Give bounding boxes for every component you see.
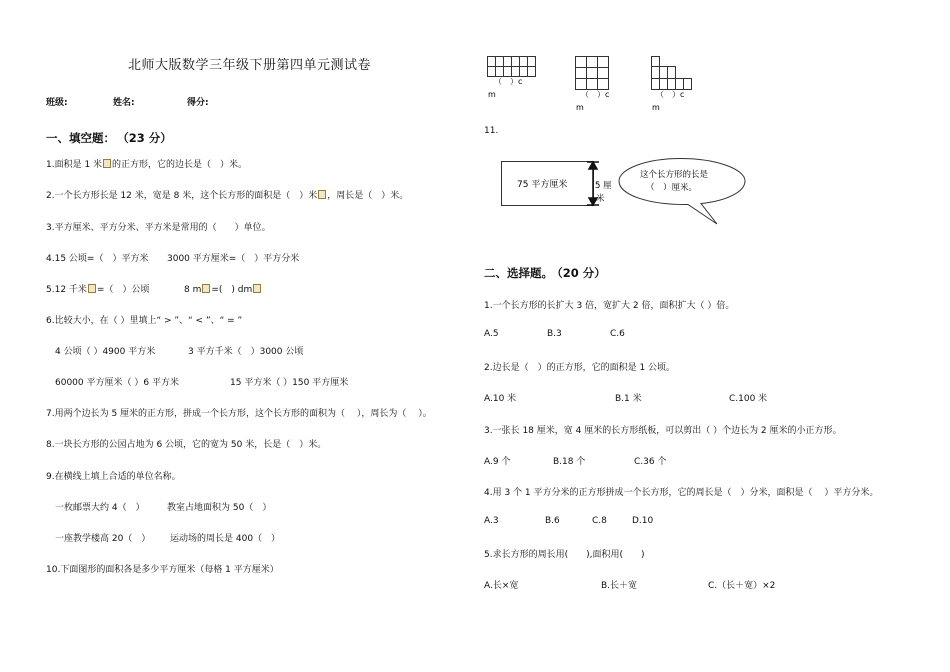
q2-4-option-a: A.3 [484,516,499,526]
question-1-4b: 3000 平方厘米=（ ）平方分米 [167,254,300,264]
question-1-4a: 4.15 公顷=（ ）平方米 [46,254,149,264]
grid-figure-1 [488,57,536,77]
section1-heading [46,130,172,146]
section1-heading-text: 一、填空题： [46,131,115,145]
q2-3-option-b: B.18 个 [553,457,586,467]
question-1-10: 10.下面图形的面积各是多少平方厘米（每格 1 平方厘米） [46,565,279,575]
fig3-blank: （ ）c [656,90,685,99]
question-1-9-row2b: 运动场的周长是 400（ ） [170,534,281,544]
question-1-6: 6.比较大小，在（ ）里填上“ > ”、“ < ”、“ = ” [46,316,243,326]
squared-unit-icon [103,159,111,168]
question-1-8: 8.一块长方形的公园占地为 6 公顷，它的宽为 50 米，长是（ ）米。 [46,440,327,450]
q11-side-label-1: 5 厘 [595,181,612,191]
question-1-7: 7.用两个边长为 5 厘米的正方形，拼成一个长方形，这个长方形的面积为（ ），周长为（ ）。 [46,409,432,419]
section2-heading-text: 二、选择题。 [484,266,553,280]
q5-text-a: 5.12 千米 [46,285,87,295]
page-title: 北师大版数学三年级下册第四单元测试卷 [128,58,372,73]
question-1-6-row1a: 4 公顷（ ）4900 平方米 [55,347,156,357]
question-1-2 [46,188,408,201]
q2-3-option-c: C.36 个 [634,457,667,467]
q2-text-b: ，周长是（ ）米。 [327,191,409,201]
q2-1-option-a: A.5 [484,329,499,339]
grid-figure-2 [576,57,609,90]
q11-bubble-line2: （ ）厘米。 [646,183,698,193]
q11-diagram [495,150,755,246]
name-label: 姓名: [113,98,135,108]
q2-1-option-c: C.6 [610,329,625,339]
section2-heading [484,265,606,281]
fig2-blank: （ ）c [581,90,610,99]
question-1-6-row1b: 3 平方千米（ ）3000 公顷 [188,347,304,357]
question-1-5b [184,282,262,295]
section1-points: （23 分） [123,131,172,145]
question-1-1 [46,157,247,170]
q2-4-option-c: C.8 [592,516,607,526]
q2-text-a: 2.一个长方形长是 12 米，宽是 8 米，这个长方形的面积是（ ）米 [46,191,318,201]
squared-unit-icon [253,284,261,293]
question-1-9-row2a: 一座教学楼高 20（ ） [55,534,151,544]
q5-text-d: =( ) dm [211,285,253,295]
grid-figure-3 [652,57,692,90]
squared-unit-icon [202,284,210,293]
question-1-5a [46,282,149,295]
question-2-2: 2.边长是（ ）的正方形，它的面积是 1 公顷。 [484,363,676,373]
q1-text-b: 的正方形，它的边长是（ ）米。 [112,160,248,170]
question-2-4: 4.用 3 个 1 平方分米的正方形拼成一个长方形，它的周长是（ ）分米，面积是（ ）平方分米。 [484,488,879,498]
fig2-unit: m [576,103,584,112]
q2-1-option-b: B.3 [547,329,562,339]
fig1-unit: m [488,90,496,99]
q1-text-a: 1.面积是 1 米 [46,160,103,170]
question-2-1: 1.一个长方形的长扩大 3 倍，宽扩大 2 倍，面积扩大（ ）倍。 [484,301,735,311]
fig3-unit: m [652,103,660,112]
squared-unit-icon [318,190,326,199]
q2-4-option-b: B.6 [545,516,560,526]
question-1-11: 11. [484,126,499,136]
question-1-9-row1a: 一枚邮票大约 4（ ） [55,503,145,513]
score-label: 得分: [187,98,209,108]
q2-5-option-c: C.（长＋宽）×2 [708,581,776,591]
q5-text-b: =（ ）公顷 [96,285,150,295]
question-2-5: 5.求长方形的周长用( ),面积用( ) [484,550,645,560]
squared-unit-icon [88,284,96,293]
question-2-3: 3.一张长 18 厘米，宽 4 厘米的长方形纸板，可以剪出（ ）个边长为 2 厘米的小正方形。 [484,426,842,436]
question-1-3: 3.平方厘米、平方分米、平方米是常用的（ ）单位。 [46,223,271,233]
q10-grid-figures [480,50,710,116]
q2-5-option-b: B.长＋宽 [601,581,638,591]
q2-3-option-a: A.9 个 [484,457,511,467]
q2-2-option-c: C.100 米 [729,394,768,404]
q5-text-c: 8 m [184,285,202,295]
question-1-6-row2b: 15 平方米（ ）150 平方厘米 [230,378,349,388]
q2-2-option-b: B.1 米 [615,394,642,404]
q11-rect-label: 75 平方厘米 [517,180,568,190]
q2-2-option-a: A.10 米 [484,394,517,404]
question-1-9-row1b: 教室占地面积为 50（ ） [167,503,272,513]
question-1-6-row2a: 60000 平方厘米（ ）6 平方米 [55,378,179,388]
q11-bubble-line1: 这个长方形的长是 [640,170,709,180]
q2-5-option-a: A.长×宽 [484,581,519,591]
question-1-9: 9.在横线上填上合适的单位名称。 [46,472,181,482]
q11-side-label-2: 米 [596,194,605,204]
q2-4-option-d: D.10 [632,516,654,526]
section2-points: （20 分） [557,266,606,280]
fig1-blank: （ ）c [494,77,523,86]
class-label: 班级: [46,98,68,108]
